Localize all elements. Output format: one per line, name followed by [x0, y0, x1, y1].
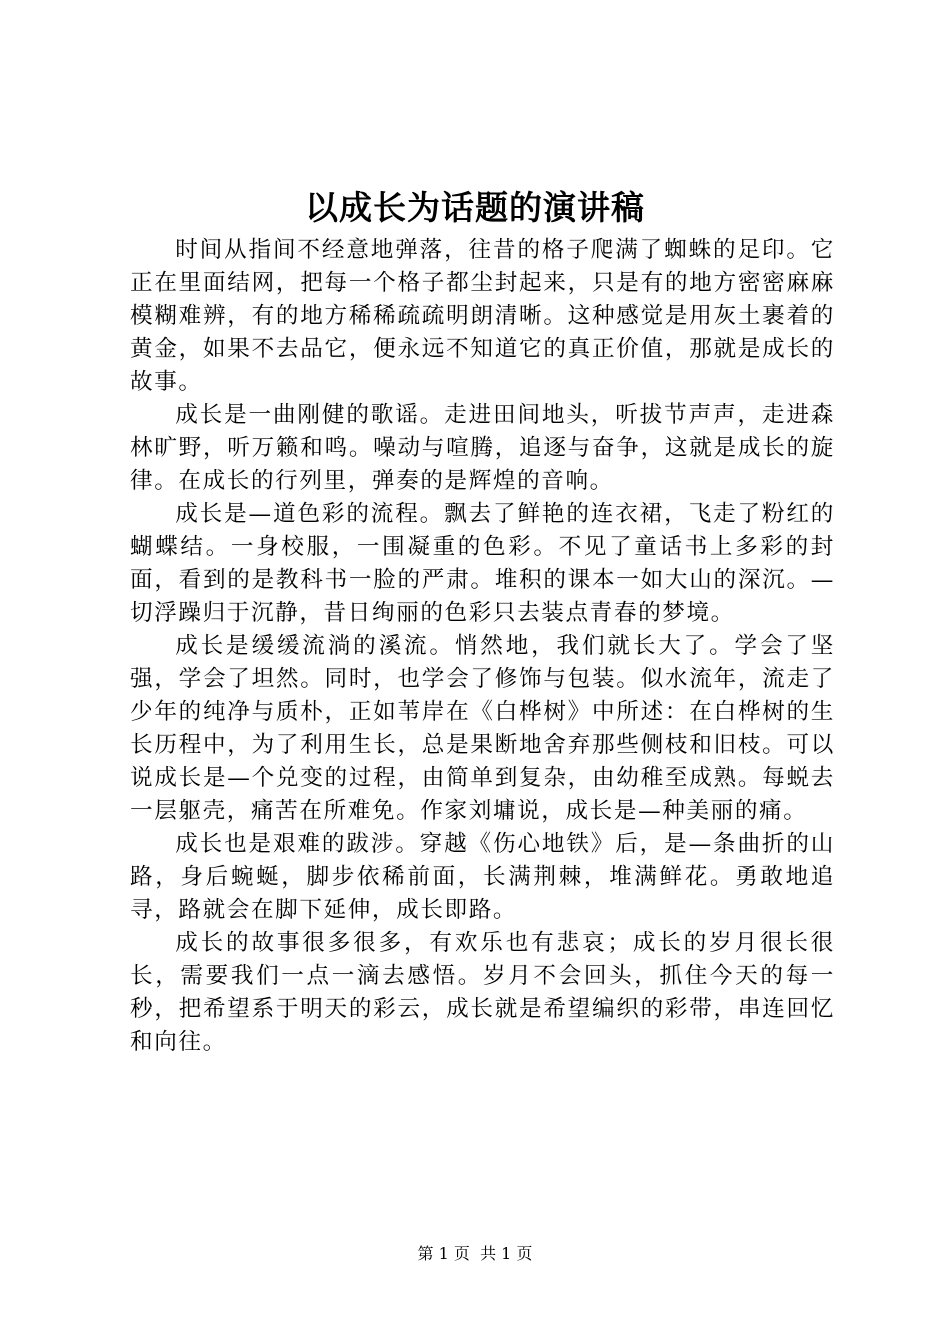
paragraph: 成长也是艰难的跋涉。穿越《伤心地铁》后，是—条曲折的山路，身后蜿蜒，脚步依稀前面，长满荆棘，堆满鲜花。勇敢地追寻，路就会在脚下延伸，成长即路。 — [130, 831, 835, 923]
paragraph: 成长是缓缓流淌的溪流。悄然地，我们就长大了。学会了坚强，学会了坦然。同时，也学会了修饰与包装。似水流年，流走了少年的纯净与质朴，正如苇岸在《白桦树》中所述：在白桦树的生长历程中，为了利用生长，总是果断地舍弃那些侧枝和旧枝。可以说成长是—个兑变的过程，由简单到复杂，由幼稚至成熟。每蜕去一层躯壳，痛苦在所难免。作家刘墉说，成长是—种美丽的痛。 — [130, 633, 835, 824]
paragraph: 时间从指间不经意地弹落，往昔的格子爬满了蜘蛛的足印。它正在里面结网，把每一个格子都尘封起来，只是有的地方密密麻麻模糊难辨，有的地方稀稀疏疏明朗清晰。这种感觉是用灰土裹着的黄金，如果不去品它，便永远不知道它的真正价值，那就是成长的故事。 — [130, 237, 835, 395]
paragraph: 成长是—道色彩的流程。飘去了鲜艳的连衣裙，飞走了粉红的蝴蝶结。一身校服，一围凝重的色彩。不见了童话书上多彩的封面，看到的是教科书一脸的严肃。堆积的课本一如大山的深沉。—切浮躁归于沉静，昔日绚丽的色彩只去装点青春的梦境。 — [130, 501, 835, 626]
paragraph: 成长的故事很多很多，有欢乐也有悲哀；成长的岁月很长很长，需要我们一点一滴去感悟。岁月不会回头，抓住今天的每一秒，把希望系于明天的彩云，成长就是希望编织的彩带，串连回忆和向往。 — [130, 930, 835, 1055]
document-title: 以成长为话题的演讲稿 — [305, 188, 645, 227]
page-footer — [0, 1243, 950, 1265]
page-number-label: 第 1 页 共 1 页 — [417, 1244, 533, 1263]
paragraph: 成长是一曲刚健的歌谣。走进田间地头，听拔节声声，走进森林旷野，听万籁和鸣。噪动与喧腾，追逐与奋争，这就是成长的旋律。在成长的行列里，弹奏的是辉煌的音响。 — [130, 402, 835, 494]
document-body — [130, 234, 835, 1059]
